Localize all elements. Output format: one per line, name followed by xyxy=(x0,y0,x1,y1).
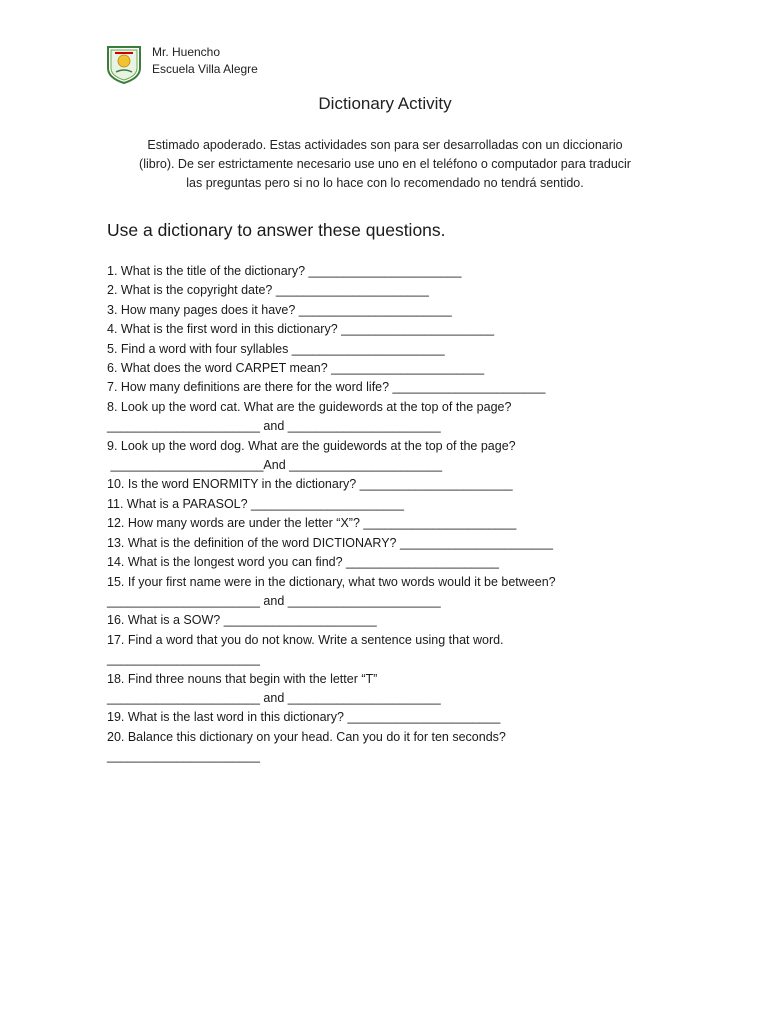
question-line: 7. How many definitions are there for the word life? ______________________ xyxy=(107,380,546,395)
answer-line: ______________________ and ______________________ xyxy=(107,690,441,705)
answer-line: ______________________ and ______________________ xyxy=(107,419,441,434)
intro-paragraph xyxy=(100,136,670,193)
question-line: 15. If your first name were in the dictionary, what two words would it be between? xyxy=(107,574,556,589)
question-line: 14. What is the longest word you can find? ______________________ xyxy=(107,555,499,570)
question-list xyxy=(107,262,727,767)
page-title: Dictionary Activity xyxy=(318,94,452,113)
answer-line: ______________________And ______________________ xyxy=(107,458,443,473)
question-line: 11. What is a PARASOL? ______________________ xyxy=(107,496,404,511)
school-crest-icon xyxy=(106,44,142,84)
question-line: 20. Balance this dictionary on your head. Can you do it for ten seconds? xyxy=(107,729,506,744)
question-line: 5. Find a word with four syllables ______________________ xyxy=(107,341,445,356)
answer-line: ______________________ xyxy=(107,749,260,764)
question-line: 10. Is the word ENORMITY in the dictionary? ______________________ xyxy=(107,477,513,492)
question-line: 9. Look up the word dog. What are the guidewords at the top of the page? xyxy=(107,438,516,453)
intro-line: las preguntas pero si no lo hace con lo recomendado no tendrá sentido. xyxy=(186,176,584,190)
question-line: 1. What is the title of the dictionary? ______________________ xyxy=(107,264,462,278)
answer-line: ______________________ and ______________________ xyxy=(107,593,441,608)
instructions-heading: Use a dictionary to answer these questions. xyxy=(107,220,446,240)
intro-line: Estimado apoderado. Estas actividades son para ser desarrolladas con un diccionario xyxy=(147,138,623,152)
question-line: 6. What does the word CARPET mean? ______________________ xyxy=(107,361,485,376)
question-line: 3. How many pages does it have? ______________________ xyxy=(107,302,452,317)
teacher-name: Mr. Huencho xyxy=(152,45,221,59)
answer-line: ______________________ xyxy=(107,652,260,667)
school-name: Escuela Villa Alegre xyxy=(152,62,258,76)
document-header xyxy=(106,44,258,84)
question-line: 12. How many words are under the letter “X”? ______________________ xyxy=(107,516,517,531)
question-line: 13. What is the definition of the word DICTIONARY? ______________________ xyxy=(107,535,553,550)
question-line: 16. What is a SOW? ______________________ xyxy=(107,613,377,628)
question-line: 17. Find a word that you do not know. Write a sentence using that word. xyxy=(107,632,504,647)
intro-line: (libro). De ser estrictamente necesario use uno en el teléfono o computador para traducir xyxy=(139,157,631,171)
question-line: 8. Look up the word cat. What are the guidewords at the top of the page? xyxy=(107,399,512,414)
question-line: 18. Find three nouns that begin with the letter “T” xyxy=(107,671,378,686)
question-line: 4. What is the first word in this dictionary? ______________________ xyxy=(107,322,495,337)
question-line: 2. What is the copyright date? ______________________ xyxy=(107,283,429,298)
question-line: 19. What is the last word in this dictionary? ______________________ xyxy=(107,710,501,725)
